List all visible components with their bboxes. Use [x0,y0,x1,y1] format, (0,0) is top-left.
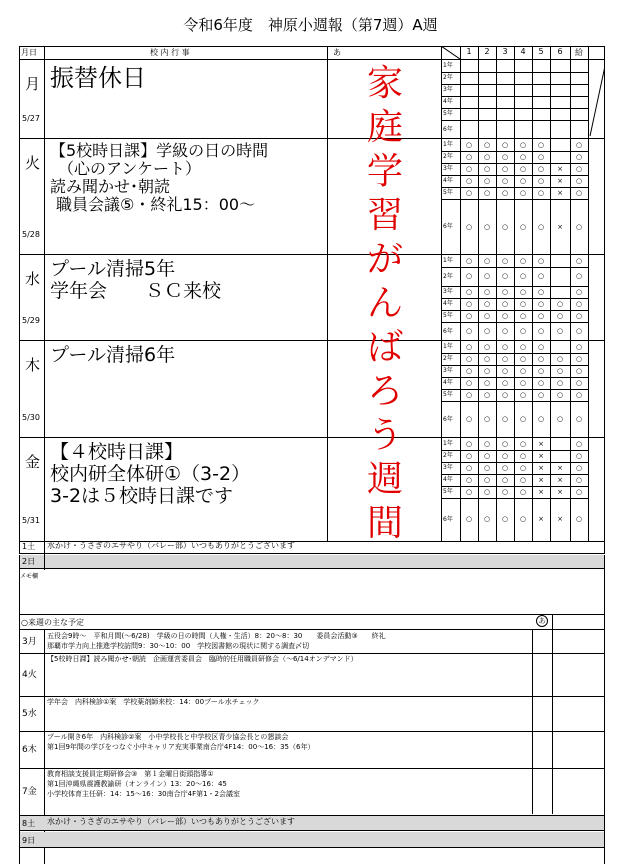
grade-label: 4年 [443,476,453,483]
period-cell: ○ [575,452,583,460]
day-date: 5/28 [22,230,40,239]
period-cell: ○ [519,177,527,185]
period-cell: ○ [537,223,545,231]
period-cell: ○ [465,288,473,296]
period-cell: ○ [575,355,583,363]
period-cell: × [557,515,563,523]
period-cell: ○ [501,165,509,173]
period-cell: ○ [465,257,473,265]
day-date: 5/31 [22,516,40,525]
period-cell: × [538,452,544,460]
period-cell: × [557,189,563,197]
period-cell: ○ [537,165,545,173]
period-cell: × [538,464,544,472]
period-cell: ○ [575,177,583,185]
day-date: 5/27 [22,114,40,123]
event-line: 【5校時日課】学級の日の時間 [50,141,269,160]
period-cell: ○ [483,288,491,296]
period-cell: ○ [575,288,583,296]
period-cell: ○ [575,464,583,472]
grade-label: 2年 [443,153,453,160]
period-cell: ○ [501,257,509,265]
period-cell: ○ [519,223,527,231]
period-cell: ○ [501,141,509,149]
event-line: プール清掃5年 [50,258,176,280]
period-cell: ○ [519,488,527,496]
period-cell: ○ [501,488,509,496]
grade-label: 2年 [443,355,453,362]
period-cell: ○ [501,300,509,308]
period-cell: ○ [501,343,509,351]
period-cell: ○ [575,257,583,265]
next-mark: あ [536,615,548,627]
period-cell: ○ [556,355,564,363]
period-cell: ○ [575,327,583,335]
event-line: 職員会議⑤・終礼15：00～ [56,195,256,214]
next-event-line: 第1回9年間の学びをつなぐ小中キャリア充実事業南合庁4F14：00～16：35（6年） [47,743,315,751]
period-cell: ○ [483,391,491,399]
period-cell: ○ [465,488,473,496]
period-cell: ○ [537,300,545,308]
period-cell: ○ [465,476,473,484]
period-cell: ○ [575,153,583,161]
period-cell: ○ [483,257,491,265]
grade-label: 1年 [443,440,453,447]
event-line: 振替休日 [50,64,146,92]
period-cell: ○ [556,327,564,335]
col-header: 6 [557,47,563,56]
period-cell: ○ [465,343,473,351]
period-cell [550,255,570,267]
period-cell: ○ [483,440,491,448]
event-line: 校内研全体研①（3-2） [50,463,251,485]
grade-label: 5年 [443,391,453,398]
period-cell: ○ [575,476,583,484]
slogan-char: 庭 [366,107,403,148]
period-cell: ○ [537,343,545,351]
grade-label: 2年 [443,452,453,459]
header-date: 月日 [21,48,37,57]
period-cell: ○ [575,312,583,320]
slogan-char: 学 [366,151,403,192]
period-cell: ○ [519,288,527,296]
period-cell: ○ [519,515,527,523]
period-cell: ○ [465,355,473,363]
page-title: 令和6年度 神原小週報（第7週）A週 [183,16,438,34]
period-cell: ○ [465,272,473,280]
sat8-text: 水かけ・うさぎのエサやり（バレー部）いつもありがとうございます [47,817,295,826]
period-cell: ○ [465,165,473,173]
period-cell: ○ [483,141,491,149]
period-cell: ○ [483,355,491,363]
period-cell: ○ [519,367,527,375]
period-cell: ○ [537,379,545,387]
sun2-label: 2日 [22,557,36,566]
grade-label: 3年 [443,288,453,295]
period-cell: ○ [501,288,509,296]
col-header: 給 [575,48,583,57]
period-cell: ○ [519,391,527,399]
period-cell: ○ [483,367,491,375]
grade-label: 1年 [443,141,453,148]
period-cell: ○ [465,464,473,472]
period-cell: ○ [575,141,583,149]
period-cell: ○ [537,355,545,363]
period-cell: ○ [575,300,583,308]
slogan-char: 習 [366,195,403,236]
day-date: 5/30 [22,413,40,422]
period-cell: ○ [537,189,545,197]
period-cell: × [538,440,544,448]
day-kanji: 水 [25,270,41,288]
period-cell: ○ [575,189,583,197]
period-cell: ○ [575,515,583,523]
period-cell: × [557,476,563,484]
period-cell: ○ [483,515,491,523]
period-cell: ○ [501,415,509,423]
day-kanji: 木 [25,356,41,374]
period-cell: ○ [483,379,491,387]
grade-label: 4年 [443,300,453,307]
period-cell: ○ [483,177,491,185]
header-diagonal [441,46,460,59]
period-cell: ○ [575,272,583,280]
period-cell: ○ [537,415,545,423]
next-day-label: 7金 [22,786,37,797]
period-cell: ○ [537,288,545,296]
period-cell: ○ [575,488,583,496]
event-line: 3-2は５校時日課です [50,485,234,507]
period-cell: ○ [465,391,473,399]
col-header: 4 [520,47,526,56]
period-cell: ○ [465,452,473,460]
event-line: 読み聞かせ･朝読 [50,177,171,196]
period-cell: ○ [556,300,564,308]
period-cell: ○ [501,379,509,387]
period-cell: ○ [465,153,473,161]
grade-label: 1年 [443,62,453,69]
period-cell: ○ [501,440,509,448]
slogan-char: ろ [366,371,403,412]
next-day-label: 3月 [22,636,37,647]
next-event-line: プール開き6年 内科検診②案 小中学校長と中学校区青少協会長との懇談会 [47,733,289,741]
period-cell: ○ [483,488,491,496]
period-cell: ○ [575,440,583,448]
period-cell: ○ [537,177,545,185]
period-cell: ○ [501,515,509,523]
slogan-char: ば [366,327,403,368]
grade-label: 5年 [443,110,453,117]
period-cell: ○ [483,153,491,161]
next-day-label: 6木 [22,744,37,755]
period-cell: ○ [465,189,473,197]
period-cell: ○ [537,367,545,375]
grade-label: 6年 [443,416,453,423]
period-cell: ○ [501,189,509,197]
slogan-char: う [366,415,403,456]
period-cell: ○ [519,300,527,308]
grade-label: 5年 [443,312,453,319]
period-cell: ○ [483,312,491,320]
next-event-line: 【5校時日課】読み聞かせ･朝読 企画運営委員会 臨時的任用職員研修会（～6/14オンデマンド） [47,655,358,663]
period-cell: ○ [537,391,545,399]
grade-label: 3年 [443,367,453,374]
col-header: 3 [502,47,508,56]
period-cell: ○ [501,391,509,399]
grade-label: 4年 [443,177,453,184]
next-event-line: 教育相談支援員定期研修会③ 第１金曜日街頭指導① [47,770,214,778]
sat8-label: 8土 [22,819,36,828]
period-cell: ○ [556,415,564,423]
grade-label: 3年 [443,86,453,93]
grade-label: 6年 [443,328,453,335]
period-cell: ○ [465,367,473,375]
period-cell: × [557,223,563,231]
period-cell: ○ [483,165,491,173]
period-cell: ○ [501,452,509,460]
period-cell: ○ [501,327,509,335]
sat1-text: 水かけ・うさぎのエサやり（バレー部）いつもありがとうございます [47,541,295,550]
next-event-line: 第1回沖縄県震護教諭研（オンライン）13：20～16：45 [47,780,227,788]
event-line: （心のアンケート） [58,159,202,178]
period-cell: × [557,165,563,173]
period-cell: ○ [501,476,509,484]
grade-label: 5年 [443,488,453,495]
period-cell: ○ [556,391,564,399]
period-cell: ○ [556,367,564,375]
grade-label: 4年 [443,98,453,105]
period-cell: ○ [465,300,473,308]
period-cell: × [557,488,563,496]
slogan-char: が [366,239,403,280]
period-cell: ○ [483,464,491,472]
period-cell: ○ [537,141,545,149]
period-cell: ○ [501,177,509,185]
grade-label: 6年 [443,516,453,523]
period-cell: ○ [537,327,545,335]
period-cell [550,267,570,286]
period-cell: ○ [519,452,527,460]
period-cell: ○ [519,165,527,173]
period-cell: × [557,177,563,185]
period-cell: ○ [575,343,583,351]
period-cell: ○ [483,223,491,231]
period-cell: ○ [465,515,473,523]
period-cell [550,438,570,450]
period-cell: ○ [519,327,527,335]
period-cell: ○ [519,189,527,197]
period-cell: ○ [537,257,545,265]
period-cell: ○ [483,343,491,351]
grade-label: 2年 [443,273,453,280]
grade-label: 2年 [443,74,453,81]
memo-label: メモ欄 [20,573,39,580]
period-cell [550,151,570,163]
period-cell [550,341,570,353]
slogan-char: ん [366,283,403,324]
period-cell: ○ [483,476,491,484]
period-cell: ○ [519,415,527,423]
grade-label: 3年 [443,165,453,172]
period-cell: ○ [483,452,491,460]
next-event-line: 那覇市学力向上推進学校訪問9：30～10：00 学校図書館の現状に関する調査〆切 [47,642,310,650]
period-cell: ○ [537,312,545,320]
period-cell: ○ [483,189,491,197]
grade-label: 3年 [443,464,453,471]
next-event-line: 学年会 内科検診①案 学校薬剤師来校：14：00プール水チェック [47,698,260,706]
period-cell: × [538,476,544,484]
period-cell: ○ [519,355,527,363]
period-cell: × [538,515,544,523]
period-cell: ○ [501,153,509,161]
next-day-label: 5水 [22,708,37,719]
day-kanji: 月 [25,75,41,93]
col-header: 2 [484,47,490,56]
period-cell: ○ [465,440,473,448]
period-cell: ○ [556,379,564,387]
period-cell: ○ [465,223,473,231]
period-cell: ○ [537,153,545,161]
event-line: 【４校時日課】 [50,441,184,463]
period-cell: ○ [483,415,491,423]
day-kanji: 火 [25,154,41,172]
col-header: 1 [466,47,472,56]
sun9-label: 9日 [22,836,36,845]
slogan [340,62,430,546]
period-cell: ○ [465,177,473,185]
period-cell: ○ [575,367,583,375]
period-cell: ○ [519,153,527,161]
event-line: プール清掃6年 [50,344,176,366]
slogan-char: 間 [366,503,403,544]
monday-diagonal [588,66,605,138]
period-cell: ○ [556,312,564,320]
period-cell: ○ [483,300,491,308]
col-header: 5 [538,47,544,56]
period-cell: ○ [519,141,527,149]
period-cell: ○ [519,312,527,320]
sat1-label: 1土 [22,542,36,551]
next-event-line: 小学校体育主任研：14：15～16：30南合庁4F第1・2会議室 [47,790,241,798]
grade-label: 6年 [443,223,453,230]
period-cell: ○ [575,415,583,423]
period-cell: ○ [465,327,473,335]
slogan-char: 家 [366,63,403,104]
period-cell: ○ [501,367,509,375]
period-cell: ○ [519,464,527,472]
period-cell: ○ [575,379,583,387]
period-cell: ○ [483,272,491,280]
header-a: あ [333,48,341,57]
period-cell: ○ [519,257,527,265]
grade-label: 1年 [443,257,453,264]
period-cell: × [557,464,563,472]
period-cell: ○ [519,476,527,484]
period-cell: ○ [575,165,583,173]
next-day-label: 4火 [22,669,37,680]
period-cell [550,450,570,462]
period-cell: ○ [483,327,491,335]
period-cell: ○ [465,415,473,423]
period-cell: ○ [519,343,527,351]
period-cell [550,139,570,151]
event-line: 学年会 ＳＣ来校 [50,280,222,302]
next-event-line: 五役会9時～ 平和月間(～6/28) 学級の日の時間（人権・生活）8：20～8：30 委員会活動③ 終礼 [47,632,386,640]
period-cell: ○ [501,355,509,363]
grade-label: 4年 [443,379,453,386]
period-cell: ○ [501,464,509,472]
period-cell [550,286,570,298]
grade-label: 6年 [443,126,453,133]
period-cell: × [538,488,544,496]
period-cell: ○ [537,272,545,280]
grade-label: 1年 [443,343,453,350]
period-cell: ○ [519,272,527,280]
header-events: 校 内 行 事 [150,48,190,57]
day-kanji: 金 [25,453,41,471]
period-cell: ○ [575,223,583,231]
day-date: 5/29 [22,316,40,325]
period-cell: ○ [501,223,509,231]
period-cell: ○ [501,272,509,280]
next-heading: ○来週の主な予定 [21,618,84,627]
period-cell: ○ [465,379,473,387]
period-cell: ○ [519,440,527,448]
period-cell: ○ [575,391,583,399]
slogan-char: 週 [366,459,403,500]
period-cell: ○ [501,312,509,320]
period-cell: ○ [465,141,473,149]
grade-label: 5年 [443,189,453,196]
period-cell: ○ [465,312,473,320]
period-cell: ○ [519,379,527,387]
